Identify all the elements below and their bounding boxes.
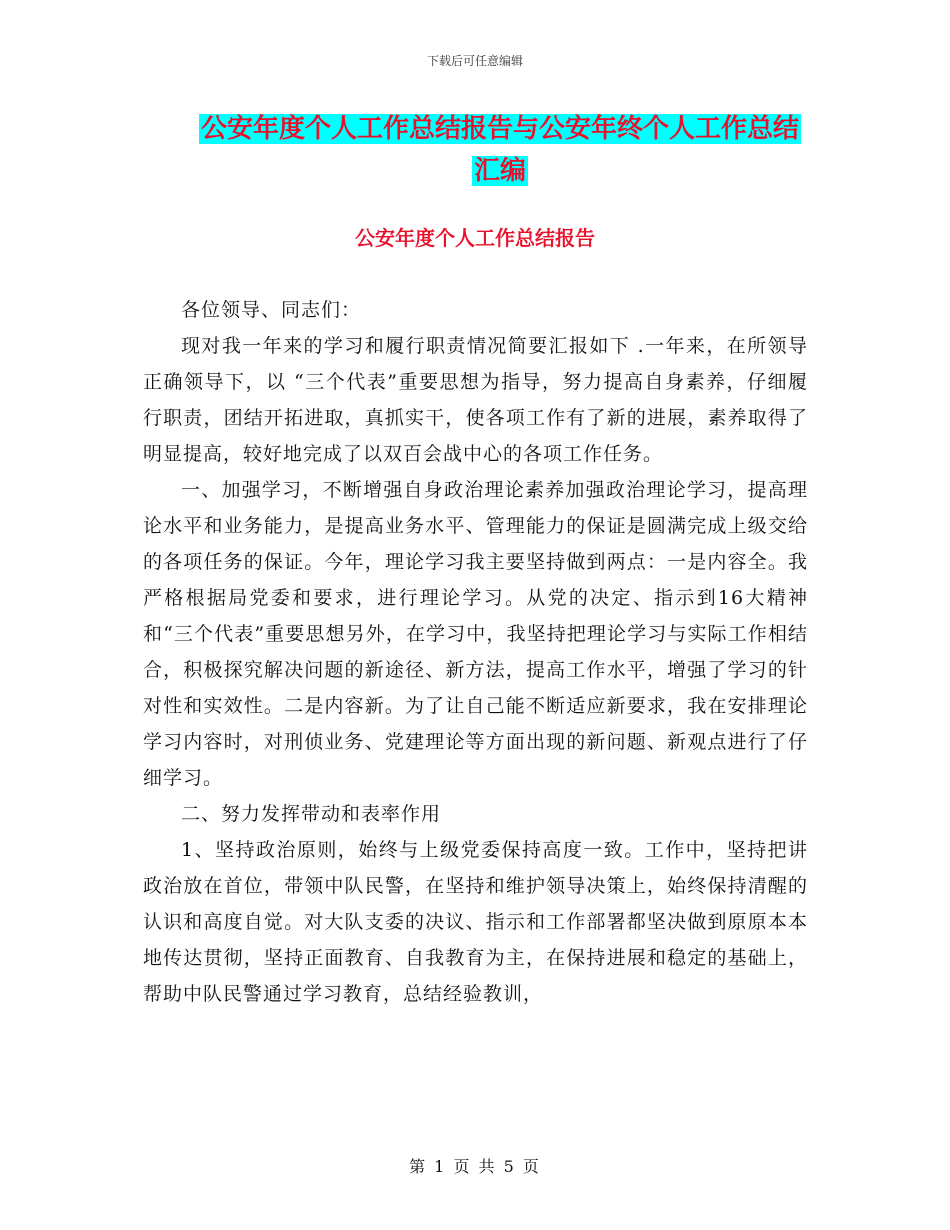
paragraph-salutation: 各位领导、同志们：	[181, 299, 362, 321]
document-title-line-2: 汇编	[473, 156, 526, 186]
body-text	[143, 292, 808, 1012]
paragraph: 1、坚持政治原则，始终与上级党委保持高度一致。工作中，坚持把讲政治放在首位，带领中队民警，在坚持和维护领导决策上，始终保持清醒的认识和高度自觉。对大队支委的决议、指示和工作部署都坚决做到原原本本地传达贯彻，坚持正面教育、自我教育为主，在保持进展和稳定的基础上，帮助中队民警通过学习教育，总结经验教训，	[143, 839, 808, 1005]
page-footer: 第 1 页 共 5 页	[409, 1157, 541, 1176]
header-note: 下载后可任意编辑	[426, 54, 523, 68]
paragraph: 现对我一年来的学习和履行职责情况简要汇报如下 .一年来，在所领导正确领导下，以 “三个代表”重要思想为指导，努力提高自身素养，仔细履行职责，团结开拓进取，真抓实干，使各项工作有了新的进展，素养取得了明显提高，较好地完成了以双百会战中心的各项工作任务。	[143, 335, 808, 465]
paragraph: 一、加强学习，不断增强自身政治理论素养加强政治理论学习，提高理论水平和业务能力，是提高业务水平、管理能力的保证是圆满完成上级交给的各项任务的保证。今年，理论学习我主要坚持做到两点：一是内容全。我严格根据局党委和要求，进行理论学习。从党的决定、指示到16大精神和“三个代表”重要思想另外，在学习中，我坚持把理论学习与实际工作相结合，积极探究解决问题的新途径、新方法，提高工作水平，增强了学习的针对性和实效性。二是内容新。为了让自己能不断适应新要求，我在安排理论学习内容时，对刑侦业务、党建理论等方面出现的新问题、新观点进行了仔细学习。	[143, 479, 808, 789]
section-title: 公安年度个人工作总结报告	[355, 226, 595, 250]
document-title-line-1: 公安年度个人工作总结报告与公安年终个人工作总结	[200, 114, 799, 144]
paragraph-heading: 二、努力发挥带动和表率作用	[181, 803, 442, 825]
document-title	[150, 108, 850, 192]
